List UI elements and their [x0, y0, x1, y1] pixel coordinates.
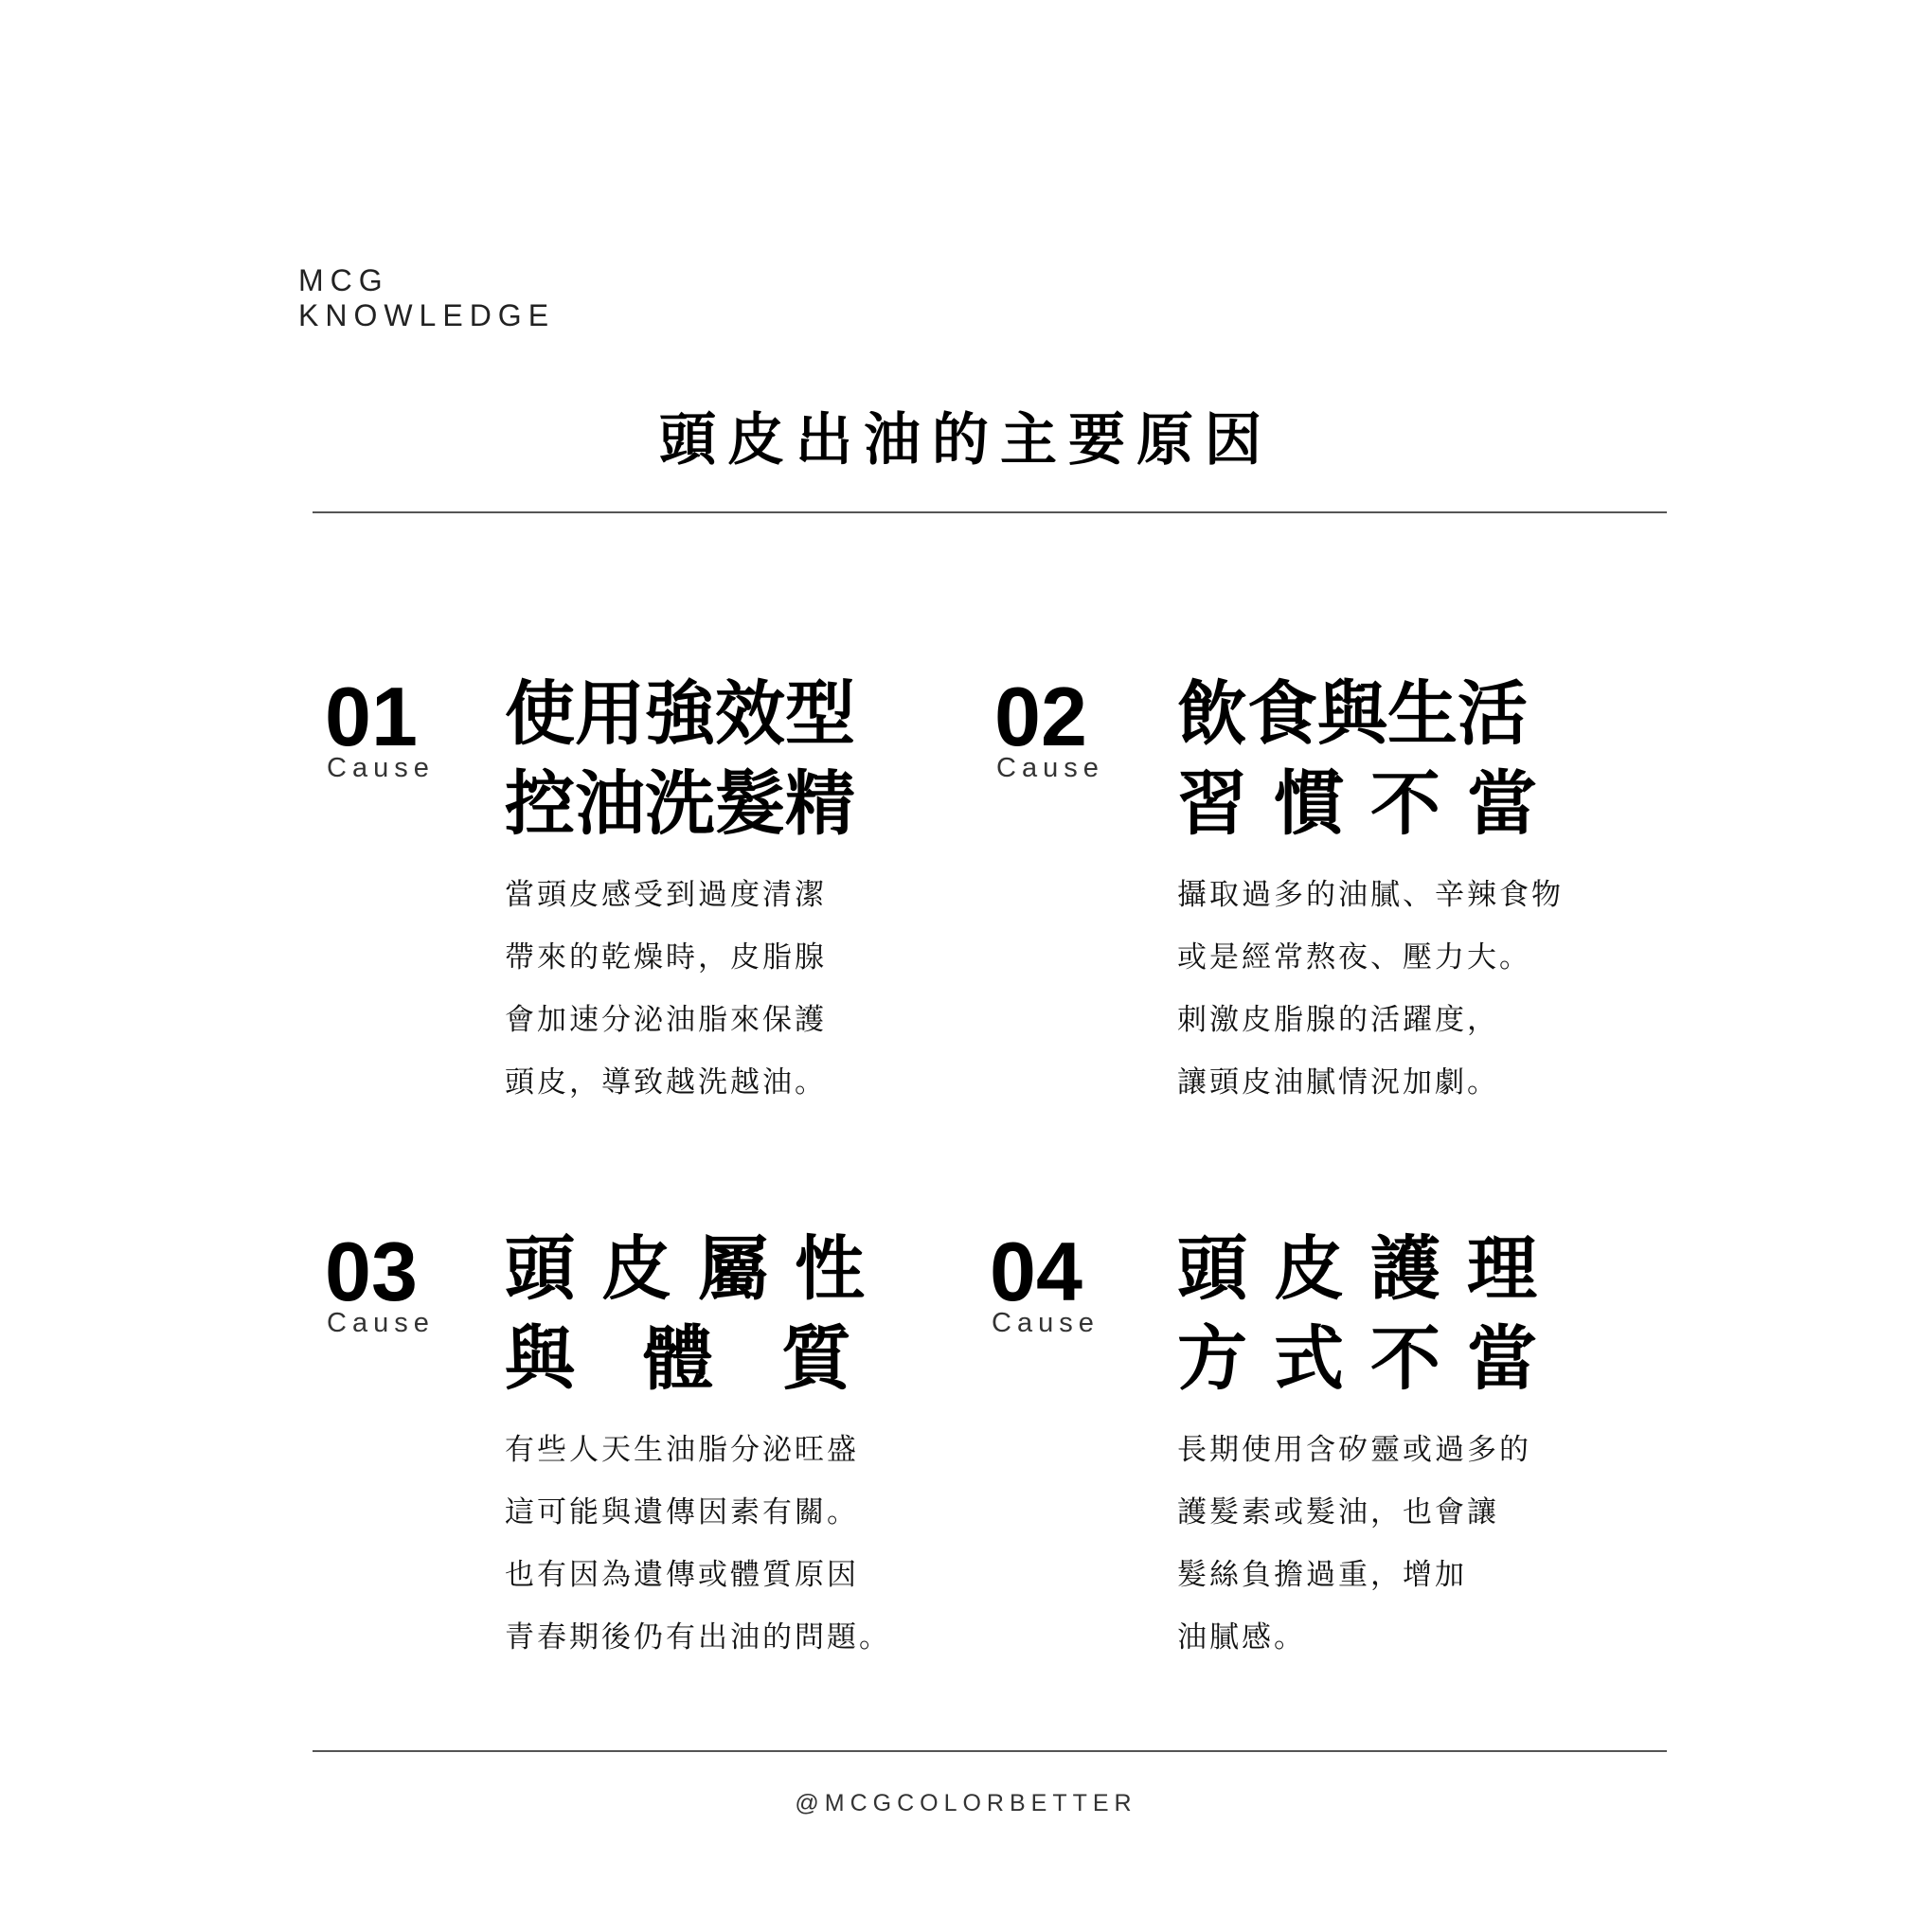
cause-heading-line: 飲食與生活 — [1177, 673, 1528, 755]
cause-number: 03 — [325, 1225, 418, 1318]
cause-body-line: 護髮素或髮油，也會讓 — [1177, 1495, 1499, 1530]
cause-heading — [1177, 1225, 1564, 1404]
cause-body-line: 會加速分泌油脂來保護 — [505, 1003, 827, 1037]
cause-heading — [1177, 670, 1564, 850]
cause-heading-line: 方式不當 — [1177, 1318, 1564, 1400]
cause-body — [1177, 864, 1564, 1114]
cause-body — [1177, 1419, 1531, 1669]
cause-body-line: 攝取過多的油膩、辛辣食物 — [1177, 878, 1564, 912]
cause-number: 02 — [994, 670, 1087, 763]
cause-heading-line: 頭皮屬性 — [505, 1228, 891, 1310]
bottom-divider — [313, 1750, 1667, 1752]
brand-line-1: MCG — [298, 263, 389, 297]
page-title: 頭皮出油的主要原因 — [659, 407, 1273, 474]
cause-body-line: 當頭皮感受到過度清潔 — [505, 878, 827, 912]
brand-block — [298, 263, 555, 333]
cause-body-line: 髮絲負擔過重，增加 — [1177, 1558, 1467, 1592]
cause-item-2 — [994, 670, 1582, 1124]
cause-heading — [505, 1225, 920, 1404]
cause-body-line: 讓頭皮油膩情況加劇。 — [1177, 1065, 1499, 1100]
cause-body — [505, 864, 827, 1114]
cause-label: Cause — [327, 753, 435, 783]
top-divider — [313, 511, 1667, 513]
cause-label: Cause — [327, 1308, 435, 1338]
cause-body-line: 頭皮，導致越洗越油。 — [505, 1065, 827, 1100]
cause-body-line: 刺激皮脂腺的活躍度， — [1177, 1003, 1499, 1037]
cause-label: Cause — [996, 753, 1104, 783]
cause-body-line: 青春期後仍有出油的問題。 — [505, 1620, 891, 1655]
cause-body-line: 也有因為遺傳或體質原因 — [505, 1558, 859, 1592]
cause-body-line: 或是經常熬夜、壓力大。 — [1177, 940, 1531, 975]
cause-body-line: 帶來的乾燥時，皮脂腺 — [505, 940, 827, 975]
cause-body-line: 這可能與遺傳因素有關。 — [505, 1495, 859, 1530]
cause-number: 01 — [325, 670, 418, 763]
cause-heading-line: 與體質 — [505, 1318, 920, 1400]
cause-heading — [505, 670, 855, 850]
brand-line-2: KNOWLEDGE — [298, 298, 556, 332]
cause-heading-line: 習慣不當 — [1177, 763, 1564, 845]
cause-body — [505, 1419, 891, 1669]
cause-item-1 — [325, 670, 912, 1124]
cause-number: 04 — [990, 1225, 1082, 1318]
cause-heading-line: 使用強效型 — [505, 673, 855, 755]
cause-heading-line: 控油洗髮精 — [505, 763, 855, 845]
cause-item-4 — [990, 1225, 1577, 1679]
cause-body-line: 有些人天生油脂分泌旺盛 — [505, 1433, 859, 1467]
cause-body-line: 長期使用含矽靈或過多的 — [1177, 1433, 1531, 1467]
cause-label: Cause — [992, 1308, 1100, 1338]
cause-heading-line: 頭皮護理 — [1177, 1228, 1564, 1310]
cause-item-3 — [325, 1225, 920, 1679]
cause-body-line: 油膩感。 — [1177, 1620, 1306, 1655]
social-handle: @MCGCOLORBETTER — [795, 1790, 1137, 1816]
